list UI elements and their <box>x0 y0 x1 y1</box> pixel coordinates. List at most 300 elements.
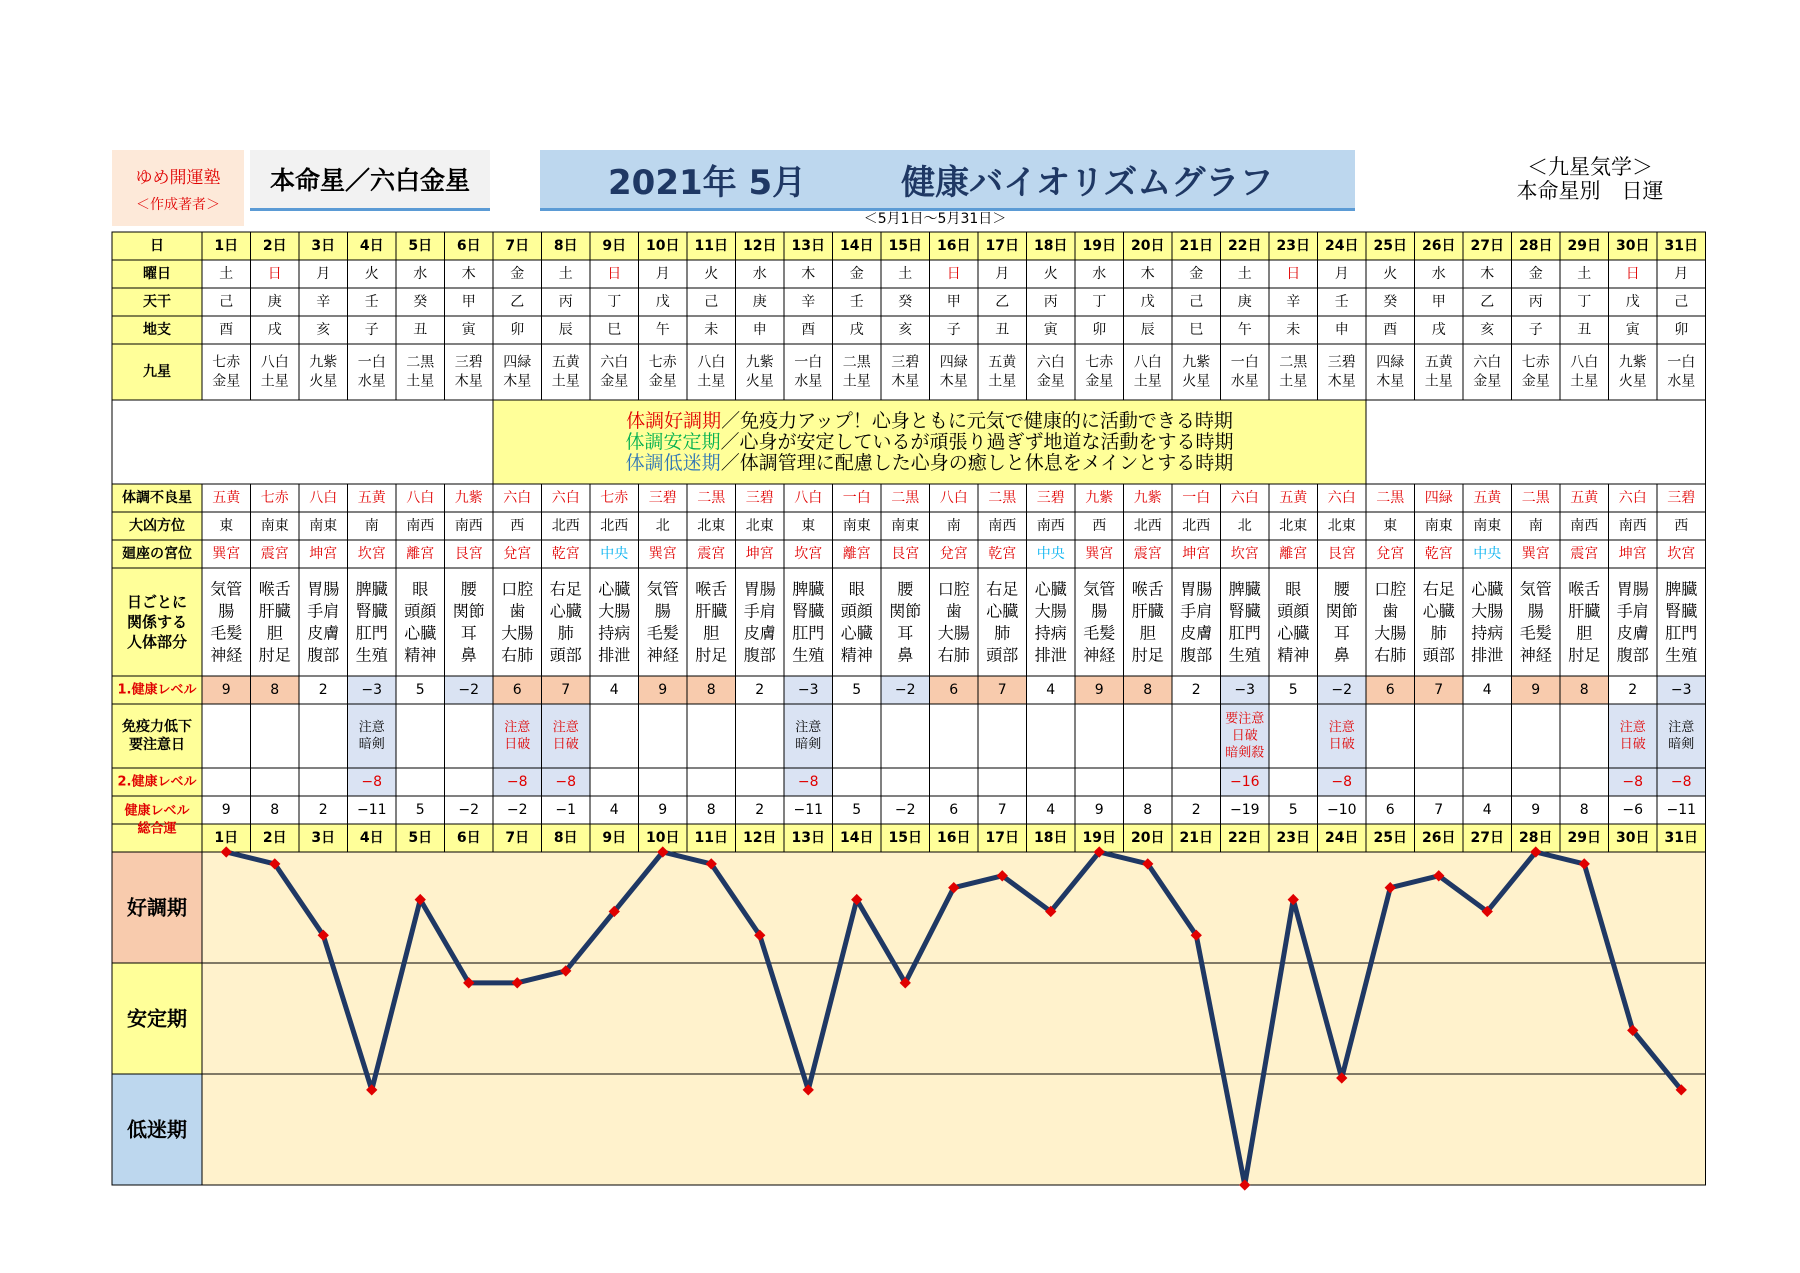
caution-row-cell <box>202 704 251 768</box>
level2-row-cell <box>1124 768 1173 796</box>
body-row-value: 持病 <box>1471 623 1504 643</box>
body-row-value: 喉舌 <box>258 579 291 599</box>
body-row-value: 胆 <box>1576 623 1593 643</box>
body-row-value: 肛門 <box>792 623 825 643</box>
level2-row-cell <box>1027 768 1076 796</box>
body-row-value: 肛門 <box>1665 623 1698 643</box>
kyoukichi-row-value: 北西 <box>551 518 580 534</box>
kyusei-row-value: 五黄 <box>551 354 580 371</box>
total-row-value: −11 <box>793 802 824 818</box>
tenkan-row-value: 丙 <box>1043 294 1058 310</box>
fuchou-row-value: 三碧 <box>745 490 774 506</box>
body-row-value: 皮膚 <box>743 623 776 643</box>
weekday-row-value: 日 <box>1286 266 1301 282</box>
period-label: ＜5月1日～5月31日＞ <box>863 211 1007 227</box>
category-name: ＜九星気学＞ <box>1527 155 1653 179</box>
caution-row-cell <box>687 704 736 768</box>
body-row-value: 腹部 <box>307 645 340 665</box>
fuchou-row-value: 六白 <box>1618 490 1647 506</box>
body-row-value: 腸 <box>654 601 671 621</box>
kyusei-row-value: 八白 <box>697 354 726 371</box>
caution-row-cell <box>1463 704 1512 768</box>
tenkan-row-value: 丙 <box>1528 294 1543 310</box>
caution-row-cell <box>1269 704 1318 768</box>
body-row-value: 毛髪 <box>210 623 243 643</box>
kaiza-row-value: 巽宮 <box>648 546 677 562</box>
kyoukichi-row-value: 南 <box>946 518 961 534</box>
body-row-value: 大腸 <box>1471 601 1504 621</box>
body-row-value: 心臓 <box>598 579 631 599</box>
day-row-2-value: 31日 <box>1664 830 1698 846</box>
weekday-row-value: 日 <box>1625 266 1640 282</box>
caution-row-cell <box>736 704 785 768</box>
tenkan-row-value: 辛 <box>316 294 331 310</box>
kaiza-row-value: 坤宮 <box>1618 546 1647 562</box>
level2-row-cell <box>396 768 445 796</box>
caution-row-value: 注意 <box>358 720 385 735</box>
caution-row-cell <box>639 704 688 768</box>
kyoukichi-row-value: 西 <box>510 518 525 534</box>
tenkan-row-header: 天干 <box>143 294 171 310</box>
fuchou-row-header: 体調不良星 <box>122 490 192 506</box>
level1-row-value: 9 <box>221 682 231 698</box>
total-row-value: 5 <box>852 802 862 818</box>
weekday-row-value: 土 <box>898 266 913 282</box>
level1-row-value: 4 <box>1046 682 1056 698</box>
body-row-value: 生殖 <box>1228 645 1261 665</box>
body-row-value: 持病 <box>1034 623 1067 643</box>
weekday-row-value: 木 <box>1140 266 1155 282</box>
level1-row-value: 7 <box>1434 682 1444 698</box>
body-row-value: 胆 <box>1139 623 1156 643</box>
level2-row-cell <box>1463 768 1512 796</box>
tenkan-row-value: 乙 <box>510 294 525 310</box>
caution-row-cell <box>1172 704 1221 768</box>
day-row-2-value: 11日 <box>694 830 728 846</box>
level1-row-value: −2 <box>458 682 480 698</box>
day-row-2-value: 26日 <box>1422 830 1456 846</box>
kyusei-row-value: 二黒 <box>1279 354 1308 371</box>
kyusei-row-value: 土星 <box>1133 373 1162 390</box>
total-row-value: 8 <box>706 802 716 818</box>
level1-row-value: −3 <box>361 682 383 698</box>
tenkan-row-value: 癸 <box>413 294 428 310</box>
body-row-value: 気管 <box>1519 579 1552 599</box>
kyoukichi-row-value: 東 <box>219 518 234 534</box>
kyoukichi-row-value: 北東 <box>1327 518 1356 534</box>
weekday-row-value: 月 <box>316 266 331 282</box>
kyusei-row-cell <box>1463 344 1512 400</box>
body-row-value: 口腔 <box>1374 579 1407 599</box>
caution-row-cell <box>978 704 1027 768</box>
fuchou-row-value: 六白 <box>503 490 532 506</box>
fuchou-row-value: 八白 <box>794 490 823 506</box>
weekday-row-value: 水 <box>413 266 428 282</box>
day-row-value: 2日 <box>262 238 287 254</box>
day-row-2-value: 20日 <box>1131 830 1165 846</box>
total-row-value: 8 <box>270 802 280 818</box>
caution-row-cell <box>348 704 397 768</box>
body-row-value: 排泄 <box>598 645 631 665</box>
kyusei-row-cell <box>687 344 736 400</box>
kyoukichi-row-value: 北東 <box>1279 518 1308 534</box>
fuchou-row-value: 八白 <box>309 490 338 506</box>
caution-row-cell <box>1415 704 1464 768</box>
total-header-label: 総合運 <box>137 821 177 837</box>
caution-row-value: 日破 <box>1231 728 1258 744</box>
level2-row-cell <box>1366 768 1415 796</box>
body-row-value: 頭顔 <box>404 601 437 621</box>
kaiza-row-value: 中央 <box>600 546 629 562</box>
weekday-row-value: 土 <box>219 266 234 282</box>
chishi-row-value: 巳 <box>1189 322 1204 338</box>
kyoukichi-row-value: 南東 <box>260 518 289 534</box>
kyusei-row-value: 木星 <box>939 373 968 390</box>
caution-row-value: 日破 <box>1328 737 1355 752</box>
body-row-value: 口腔 <box>937 579 970 599</box>
kaiza-row-value: 兌宮 <box>1376 546 1405 562</box>
kyoukichi-row-value: 南東 <box>1473 518 1502 534</box>
kyoukichi-row-value: 南東 <box>842 518 871 534</box>
caution-row-cell <box>784 704 833 768</box>
weekday-row-value: 火 <box>1043 266 1058 282</box>
kyusei-row-cell <box>930 344 979 400</box>
caution-row-cell <box>1366 704 1415 768</box>
tenkan-row-value: 己 <box>1674 294 1689 310</box>
kaiza-row-value: 艮宮 <box>454 546 483 562</box>
kyoukichi-row-value: 北西 <box>1133 518 1162 534</box>
body-row-value: 大腸 <box>1034 601 1067 621</box>
chishi-row-value: 亥 <box>898 322 913 338</box>
caution-row-cell <box>396 704 445 768</box>
kyusei-row-cell <box>251 344 300 400</box>
kyusei-row-value: 金星 <box>1085 373 1114 390</box>
chishi-row-value: 巳 <box>607 322 622 338</box>
level1-row-value: −2 <box>1331 682 1353 698</box>
day-row-2-value: 5日 <box>408 830 433 846</box>
day-row-value: 5日 <box>408 238 433 254</box>
body-row-value: 肝臓 <box>1568 601 1601 621</box>
body-row-value: 肝臓 <box>1131 601 1164 621</box>
body-row-value: 頭部 <box>1422 645 1455 665</box>
weekday-row-value: 火 <box>1383 266 1398 282</box>
tenkan-row-value: 壬 <box>849 294 864 310</box>
body-row-value: 腰 <box>460 579 477 599</box>
chishi-row-value: 丑 <box>995 322 1010 338</box>
fuchou-row-value: 九紫 <box>1133 490 1162 506</box>
level1-row-value: 5 <box>852 682 862 698</box>
kyoukichi-row-value: 南 <box>1528 518 1543 534</box>
body-row-value: 眼 <box>848 579 865 599</box>
tenkan-row-value: 己 <box>1189 294 1204 310</box>
kyusei-row-value: 火星 <box>1182 373 1211 390</box>
body-row-value: 腎臓 <box>1665 601 1698 621</box>
level2-row-value: −8 <box>797 774 819 790</box>
level1-row-value: −3 <box>1234 682 1256 698</box>
level1-row-value: 4 <box>1482 682 1492 698</box>
plot-zone <box>202 963 1706 1074</box>
level2-row-value: −16 <box>1229 774 1260 790</box>
weekday-row-value: 日 <box>946 266 961 282</box>
kaiza-row-value: 震宮 <box>1133 546 1162 562</box>
body-row-value: 肘足 <box>1568 645 1601 665</box>
kyoukichi-row-value: 南東 <box>309 518 338 534</box>
level2-row-value: −8 <box>1670 774 1692 790</box>
kyusei-row-value: 四緑 <box>939 354 968 371</box>
kyusei-row-cell <box>1560 344 1609 400</box>
subcategory-name: 本命星別 日運 <box>1516 179 1664 203</box>
body-row-value: 腎臓 <box>1228 601 1261 621</box>
kyusei-row-value: 木星 <box>1327 373 1356 390</box>
level2-row-cell <box>1512 768 1561 796</box>
kyusei-row-cell <box>1657 344 1706 400</box>
kyusei-row-value: 六白 <box>1473 354 1502 371</box>
kyusei-row-value: 八白 <box>260 354 289 371</box>
body-row-value: 胆 <box>266 623 283 643</box>
legend-line: 体調好調期／免疫力アップ！心身ともに元気で健康的に活動できる時期 <box>626 410 1233 432</box>
total-header-label: 健康レベル <box>124 803 190 819</box>
kyusei-row-value: 二黒 <box>406 354 435 371</box>
kyoukichi-row-value: 北東 <box>697 518 726 534</box>
body-row-value: 胃腸 <box>743 579 776 599</box>
kyusei-row-value: 土星 <box>1279 373 1308 390</box>
chishi-row-value: 寅 <box>1043 322 1058 338</box>
level2-row-header: 2.健康レベル <box>117 774 197 790</box>
body-row-value: 神経 <box>1083 645 1116 665</box>
caution-row-cell <box>1075 704 1124 768</box>
level1-row-value: 2 <box>1191 682 1201 698</box>
level2-row-cell <box>1415 768 1464 796</box>
level1-row-value: 2 <box>1628 682 1638 698</box>
kyusei-row-cell <box>1269 344 1318 400</box>
tenkan-row-value: 己 <box>219 294 234 310</box>
kyoukichi-row-value: 南西 <box>988 518 1017 534</box>
day-row-value: 31日 <box>1664 238 1698 254</box>
kyusei-row-value: 木星 <box>503 373 532 390</box>
tenkan-row-value: 乙 <box>995 294 1010 310</box>
chishi-row-value: 酉 <box>801 322 816 338</box>
kyusei-row-value: 金星 <box>1473 373 1502 390</box>
total-row-value: 9 <box>1531 802 1541 818</box>
body-row-value: 肝臓 <box>258 601 291 621</box>
day-row-2-value: 2日 <box>262 830 287 846</box>
day-row-2-value: 9日 <box>602 830 627 846</box>
kaiza-row-value: 坎宮 <box>794 546 823 562</box>
kyusei-row-cell <box>639 344 688 400</box>
body-row-value: 皮膚 <box>307 623 340 643</box>
kyoukichi-row-value: 南東 <box>1424 518 1453 534</box>
kyusei-row-value: 火星 <box>309 373 338 390</box>
level1-row-value: 8 <box>706 682 716 698</box>
chishi-row-value: 寅 <box>461 322 476 338</box>
total-row-value: 8 <box>1143 802 1153 818</box>
tenkan-row-value: 戊 <box>1140 294 1155 310</box>
day-row-2-value: 18日 <box>1034 830 1068 846</box>
day-row-2-value: 23日 <box>1276 830 1310 846</box>
caution-row-cell <box>1318 704 1367 768</box>
body-row-value: 気管 <box>1083 579 1116 599</box>
chishi-row-value: 丑 <box>1577 322 1592 338</box>
day-row-2-value: 21日 <box>1179 830 1213 846</box>
body-row-value: 心臓 <box>404 623 437 643</box>
caution-row-cell <box>1027 704 1076 768</box>
chishi-row-value: 丑 <box>413 322 428 338</box>
fuchou-row-value: 五黄 <box>1570 490 1599 506</box>
brand-name: ゆめ開運塾 <box>135 167 221 188</box>
day-row-2-value: 3日 <box>311 830 336 846</box>
day-row-2-value: 17日 <box>985 830 1019 846</box>
kyusei-row-value: 九紫 <box>1182 354 1211 371</box>
level1-row-value: 5 <box>415 682 425 698</box>
body-row-value: 肺 <box>557 623 574 643</box>
day-row-2-value: 16日 <box>937 830 971 846</box>
body-row-value: 胃腸 <box>1616 579 1649 599</box>
body-row-value: 頭顔 <box>1277 601 1310 621</box>
level1-row-value: 9 <box>1531 682 1541 698</box>
kyusei-row-value: 七赤 <box>648 354 677 371</box>
fuchou-row-value: 六白 <box>1230 490 1259 506</box>
day-row-value: 23日 <box>1276 238 1310 254</box>
level2-row-cell <box>590 768 639 796</box>
body-row-value: 喉舌 <box>1131 579 1164 599</box>
level1-row-value: −3 <box>797 682 819 698</box>
total-row-value: −2 <box>506 802 528 818</box>
weekday-row-value: 木 <box>461 266 476 282</box>
chishi-row-header: 地支 <box>143 322 171 338</box>
body-row-value: 心臓 <box>1277 623 1310 643</box>
day-row-2-value: 27日 <box>1470 830 1504 846</box>
body-row-value: 気管 <box>210 579 243 599</box>
kyusei-row-value: 土星 <box>697 373 726 390</box>
tenkan-row-value: 丁 <box>1577 294 1592 310</box>
body-row-value: 口腔 <box>501 579 534 599</box>
body-row-value: 皮膚 <box>1616 623 1649 643</box>
level2-row-cell <box>1172 768 1221 796</box>
body-row-value: 持病 <box>598 623 631 643</box>
day-row-value: 10日 <box>646 238 680 254</box>
body-row-value: 心臓 <box>840 623 873 643</box>
body-row-value: 腰 <box>1333 579 1350 599</box>
kyusei-row-value: 七赤 <box>1085 354 1114 371</box>
weekday-row-value: 土 <box>558 266 573 282</box>
body-row-value: 腹部 <box>1616 645 1649 665</box>
level2-row-cell <box>1269 768 1318 796</box>
kyusei-row-value: 木星 <box>1376 373 1405 390</box>
kyusei-row-cell <box>493 344 542 400</box>
body-row-value: 右肺 <box>1374 645 1407 665</box>
fuchou-row-value: 六白 <box>1327 490 1356 506</box>
kyusei-row-value: 七赤 <box>1521 354 1550 371</box>
legend-line: 体調安定期／心身が安定しているが頑張り過ぎず地道な活動をする時期 <box>625 431 1234 453</box>
kaiza-row-value: 震宮 <box>697 546 726 562</box>
level2-row-cell <box>251 768 300 796</box>
body-row-value: 心臓 <box>1471 579 1504 599</box>
total-row-value: 9 <box>658 802 668 818</box>
body-row-value: 眼 <box>1285 579 1302 599</box>
fuchou-row-value: 三碧 <box>648 490 677 506</box>
day-row-header: 日 <box>150 238 164 254</box>
kyusei-row-value: 一白 <box>794 354 823 371</box>
caution-row-value: 日破 <box>1619 737 1646 752</box>
weekday-row-value: 土 <box>1237 266 1252 282</box>
day-row-2-value: 24日 <box>1325 830 1359 846</box>
caution-row-cell <box>493 704 542 768</box>
fuchou-row-value: 二黒 <box>891 490 920 506</box>
kaiza-row-value: 兌宮 <box>939 546 968 562</box>
body-row-value: 頭部 <box>986 645 1019 665</box>
body-row-value: 精神 <box>1277 645 1310 665</box>
tenkan-row-value: 辛 <box>1286 294 1301 310</box>
kyusei-row-value: 七赤 <box>212 354 241 371</box>
body-row-value: 頭顔 <box>840 601 873 621</box>
honmeisei-label: 本命星／六白金星 <box>250 150 490 211</box>
kyoukichi-row-value: 東 <box>801 518 816 534</box>
caution-row-cell <box>1609 704 1658 768</box>
body-row-value: 肛門 <box>355 623 388 643</box>
tenkan-row-value: 癸 <box>1383 294 1398 310</box>
body-row-value: 心臓 <box>549 601 582 621</box>
total-row-value: 4 <box>1046 802 1056 818</box>
title-main: 健康バイオリズムグラフ <box>901 162 1274 203</box>
body-row-value: 精神 <box>840 645 873 665</box>
tenkan-row-value: 甲 <box>461 294 476 310</box>
weekday-row-value: 水 <box>752 266 767 282</box>
total-row-value: −1 <box>555 802 577 818</box>
weekday-row-value: 火 <box>364 266 379 282</box>
kyusei-row-cell <box>881 344 930 400</box>
body-row-value: 耳 <box>897 623 914 643</box>
kyusei-row-value: 五黄 <box>1424 354 1453 371</box>
day-row-value: 13日 <box>791 238 825 254</box>
total-row-value: 2 <box>755 802 765 818</box>
day-row-2-value: 22日 <box>1228 830 1262 846</box>
chishi-row-value: 酉 <box>1383 322 1398 338</box>
body-row-value: 大腸 <box>1374 623 1407 643</box>
day-row-value: 20日 <box>1131 238 1165 254</box>
kyusei-row-value: 一白 <box>357 354 386 371</box>
weekday-row-value: 火 <box>704 266 719 282</box>
kyusei-row-value: 水星 <box>794 373 823 390</box>
kyusei-row-header: 九星 <box>143 364 171 380</box>
body-row-value: 関節 <box>1325 601 1358 621</box>
body-row-value: 肘足 <box>1131 645 1164 665</box>
caution-row-value: 注意 <box>1328 720 1355 735</box>
total-row-value: 4 <box>1482 802 1492 818</box>
tenkan-row-value: 辛 <box>801 294 816 310</box>
tenkan-row-value: 丁 <box>1092 294 1107 310</box>
fuchou-row-value: 四緑 <box>1424 490 1453 506</box>
level1-row-value: 6 <box>1385 682 1395 698</box>
body-row-value: 鼻 <box>1333 645 1350 665</box>
brand-subtitle: ＜作成著者＞ <box>136 196 220 213</box>
chishi-row-value: 酉 <box>219 322 234 338</box>
caution-row-cell <box>1124 704 1173 768</box>
total-row-value: 8 <box>1579 802 1589 818</box>
body-row-value: 心臓 <box>1034 579 1067 599</box>
body-row-value: 肝臓 <box>695 601 728 621</box>
caution-row-header: 免疫力低下 <box>122 719 192 735</box>
level2-row-cell <box>299 768 348 796</box>
level1-row-value: 7 <box>561 682 571 698</box>
day-row-value: 30日 <box>1616 238 1650 254</box>
kaiza-row-value: 乾宮 <box>551 546 580 562</box>
chishi-row-value: 亥 <box>1480 322 1495 338</box>
kyusei-row-cell <box>1075 344 1124 400</box>
kaiza-row-value: 離宮 <box>406 546 435 562</box>
zone-label: 安定期 <box>127 1006 187 1031</box>
kyusei-row-value: 土星 <box>406 373 435 390</box>
kaiza-row-value: 艮宮 <box>1327 546 1356 562</box>
